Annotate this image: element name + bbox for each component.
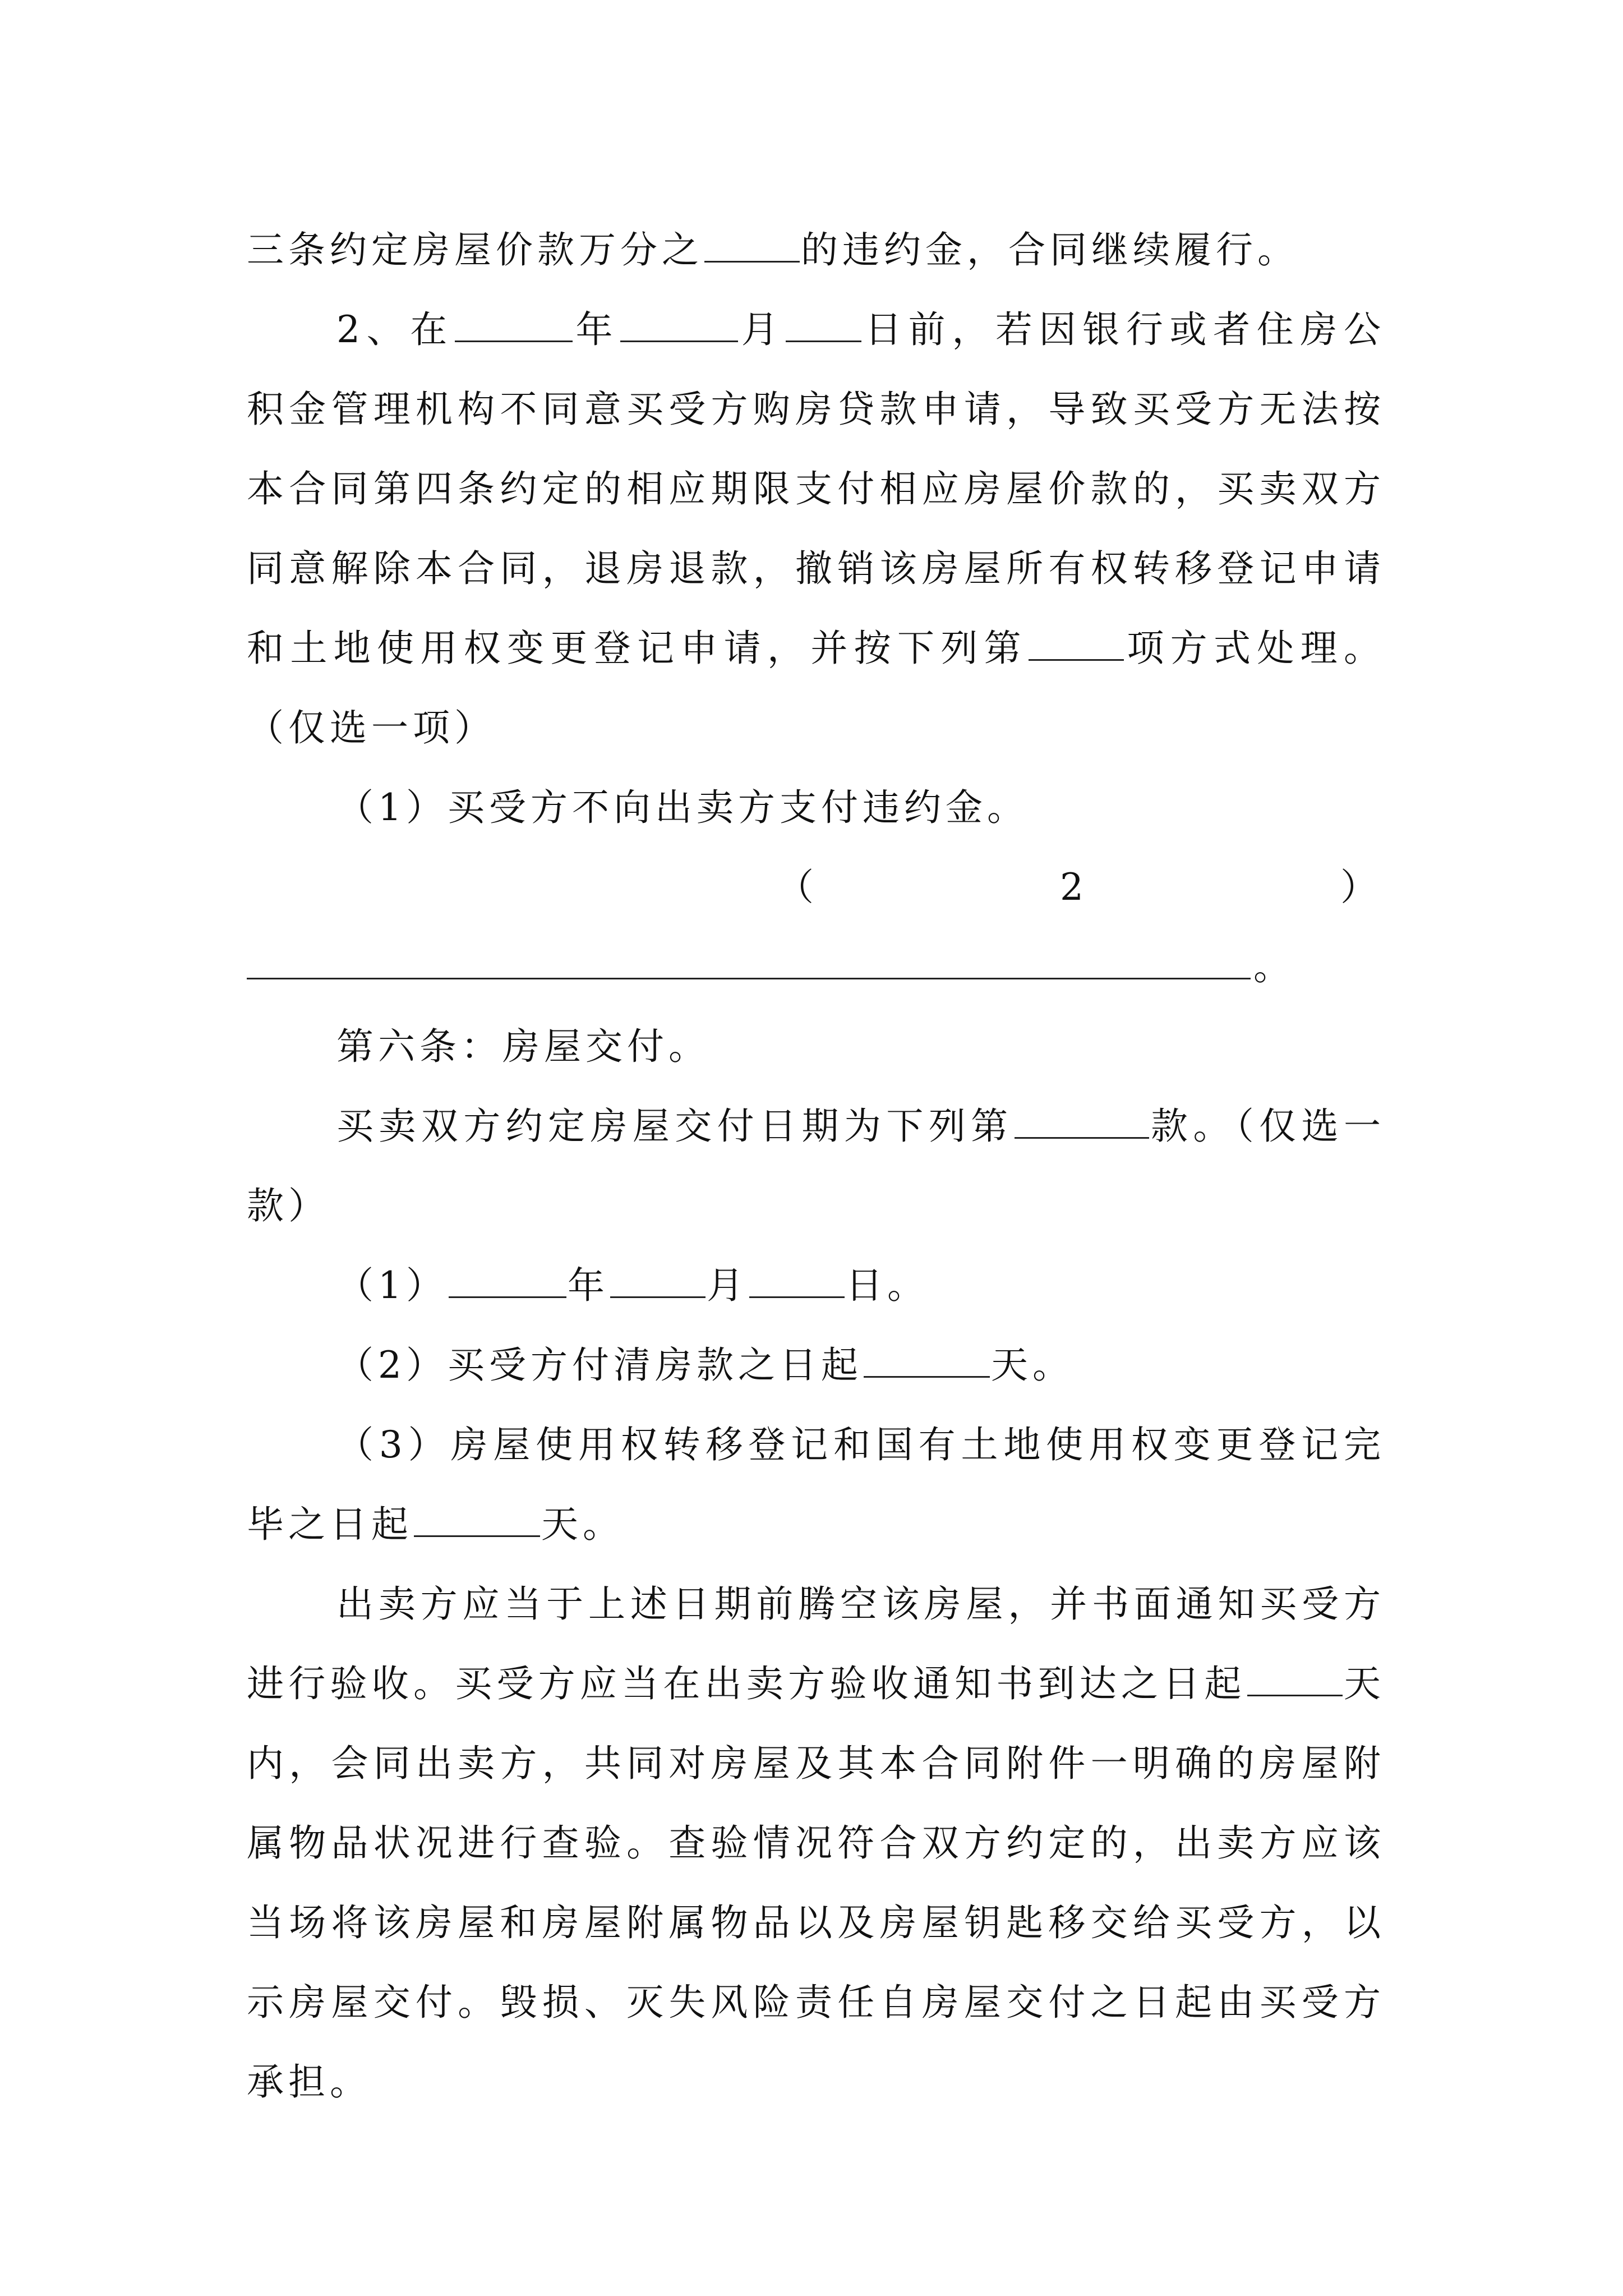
text-segment: 天内，会同出卖方，共同对房屋及其本合同附件一明确的房屋附属物品状况进行查验。查验情况符合双方约定的，出卖方应该当场将该房屋和房屋附属物品以及房屋钥匙移交给买受方，以示房屋交付。毁损、灭失风险责任自房屋交付之日起由买受方承担。 bbox=[247, 1662, 1386, 2104]
fill-blank-month[interactable] bbox=[610, 1257, 706, 1298]
text-segment: 的违约金，合同继续履行。 bbox=[801, 228, 1299, 272]
option-2-fill-line bbox=[247, 927, 1385, 1007]
text-segment: 日。 bbox=[846, 1264, 929, 1307]
text-segment: 款。（仅选一款） bbox=[247, 1105, 1386, 1227]
list-item-option-2 bbox=[247, 848, 1385, 927]
paragraph-penalty-continuation bbox=[247, 210, 1385, 290]
text-segment: 天。 bbox=[991, 1343, 1074, 1387]
fill-blank-clause[interactable] bbox=[1015, 1098, 1149, 1139]
fill-blank-long[interactable] bbox=[247, 978, 1251, 979]
fill-blank-day[interactable] bbox=[749, 1257, 845, 1298]
text-segment: 出卖方应当于上述日期前腾空该房屋，并书面通知买受方进行验收。买受方应当在出卖方验收通知书到达之日起 bbox=[247, 1582, 1385, 1705]
text-segment: 项方式处理。（仅选一项） bbox=[247, 627, 1385, 749]
text-segment: （3）房屋使用权转移登记和国有土地使用权变更登记完毕之日起 bbox=[247, 1423, 1385, 1546]
text-segment: 月 bbox=[739, 308, 785, 351]
fill-blank-month[interactable] bbox=[620, 301, 738, 342]
paragraph-delivery-date bbox=[247, 1087, 1385, 1246]
text-segment: （1）买受方不向出卖方支付违约金。 bbox=[336, 786, 1029, 829]
text-segment: 第六条：房屋交付。 bbox=[336, 1025, 710, 1068]
delivery-option-2 bbox=[247, 1326, 1385, 1405]
text-segment: 年 bbox=[568, 1264, 609, 1307]
text-segment: 买卖双方约定房屋交付日期为下列第 bbox=[336, 1105, 1013, 1148]
fill-blank[interactable] bbox=[704, 222, 800, 263]
text-segment: （2）买受方付清房款之日起 bbox=[336, 1343, 863, 1387]
paren-close: ） bbox=[1340, 866, 1382, 909]
fill-blank-option[interactable] bbox=[1029, 620, 1124, 661]
text-segment: （1） bbox=[336, 1264, 448, 1307]
fill-blank-days[interactable] bbox=[1247, 1655, 1343, 1696]
fill-blank-day[interactable] bbox=[786, 301, 861, 342]
paren-open: （ bbox=[777, 866, 818, 909]
text-segment: 年 bbox=[573, 308, 620, 351]
delivery-option-1 bbox=[247, 1246, 1385, 1326]
paragraph-inspection bbox=[247, 1565, 1385, 2122]
fill-blank-year[interactable] bbox=[455, 301, 573, 342]
list-item-option-1 bbox=[247, 768, 1385, 848]
text-segment: 。 bbox=[1253, 945, 1295, 988]
text-segment: 三条约定房屋价款万分之 bbox=[247, 228, 703, 272]
contract-text bbox=[247, 210, 1385, 2122]
text-segment: 日前，若因银行或者住房公积金管理机构不同意买受方购房贷款申请，导致买受方无法按本合同第四条约定的相应期限支付相应房屋价款的，买卖双方同意解除本合同，退房退款，撤销该房屋所有权转移登记申请和土地使用权变更登记申请，并按下列第 bbox=[247, 308, 1386, 670]
fill-blank-year[interactable] bbox=[449, 1257, 566, 1298]
text-segment: 2、在 bbox=[336, 308, 454, 351]
fill-blank-days[interactable] bbox=[864, 1337, 990, 1378]
section-6-title bbox=[247, 1007, 1385, 1087]
text-segment: 月 bbox=[707, 1264, 748, 1307]
text-segment: 天。 bbox=[541, 1503, 624, 1546]
paragraph-loan-clause bbox=[247, 290, 1385, 768]
delivery-option-3 bbox=[247, 1405, 1385, 1565]
fill-blank-days[interactable] bbox=[414, 1496, 540, 1537]
option-number: 2 bbox=[1060, 866, 1088, 909]
